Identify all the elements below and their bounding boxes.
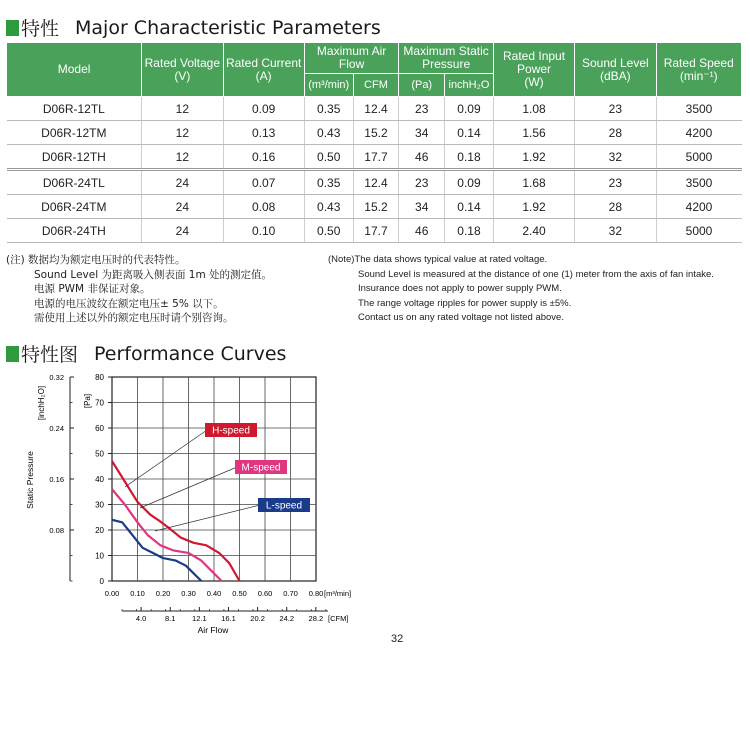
table-cell: 0.09	[445, 97, 494, 121]
x-tick-label: 0.00	[104, 589, 120, 598]
header-sound: Sound Level (dBA)	[575, 43, 656, 97]
y-tick-label: 70	[95, 398, 104, 408]
x-tick-label: 0.50	[232, 589, 247, 598]
table-cell: 0.14	[445, 195, 494, 219]
table-cell: 5000	[656, 145, 742, 170]
notes-en	[328, 253, 714, 326]
page-number: 32	[391, 633, 404, 645]
table-cell: 0.43	[304, 121, 353, 145]
cfm-tick-label: 16.1	[221, 614, 236, 623]
section-title-curves	[6, 340, 286, 367]
header-model: Model	[7, 43, 142, 97]
section-title-parameters	[6, 14, 381, 41]
y-tick-label: 30	[95, 500, 104, 510]
section-marker	[6, 20, 19, 36]
table-cell: 23	[399, 170, 445, 195]
table-cell: 24	[142, 219, 223, 243]
y-tick-label: 80	[95, 373, 104, 382]
table-cell: 23	[399, 97, 445, 121]
note-en-line: (Note)The data shows typical value at rated voltage.	[328, 254, 548, 265]
table-cell: 32	[575, 219, 656, 243]
header-pressure: Maximum Static Pressure	[399, 43, 494, 74]
note-cn-line: Sound Level 为距离吸入侧表面 1m 处的测定值。	[34, 268, 273, 281]
x-tick-label: 0.20	[155, 589, 171, 598]
x-axis-title: Air Flow	[197, 625, 229, 635]
note-cn-line: (注) 数据均为额定电压时的代表特性。	[6, 254, 186, 266]
table-cell: 1.08	[493, 97, 574, 121]
table-cell: 34	[399, 121, 445, 145]
note-en-line: Insurance does not apply to power supply PWM.	[358, 283, 562, 294]
table-cell: 28	[575, 195, 656, 219]
notes-cn	[6, 253, 272, 326]
table-cell: 15.2	[353, 195, 399, 219]
x-tick-label: 0.80	[308, 589, 324, 598]
y2-tick-label: 0.24	[49, 424, 64, 433]
header-airflow: Maximum Air Flow	[304, 43, 399, 74]
section-title-cn: 特性	[21, 18, 60, 40]
section-title-cn: 特性图	[21, 344, 79, 366]
y2-tick-label: 0.32	[49, 373, 64, 382]
table-cell: 12.4	[353, 170, 399, 195]
table-row	[7, 97, 742, 121]
note-en-line: The range voltage ripples for power supply is ±5%.	[358, 297, 572, 309]
table-cell: 0.18	[445, 219, 494, 243]
table-cell: 0.13	[223, 121, 304, 145]
cfm-tick-label: 28.2	[308, 614, 324, 623]
table-cell: 15.2	[353, 121, 399, 145]
cfm-tick-label: 4.0	[135, 614, 147, 623]
table-cell: 0.07	[223, 170, 304, 195]
table-row	[7, 219, 742, 243]
note-en-line: Contact us on any rated voltage not listed above.	[358, 312, 564, 323]
y-tick-label: 50	[95, 449, 104, 459]
header-current: Rated Current (A)	[223, 43, 304, 97]
table-cell: 23	[575, 170, 656, 195]
table-cell: 23	[575, 97, 656, 121]
table-row	[7, 195, 742, 219]
table-cell: 0.16	[223, 145, 304, 170]
table-cell: 0.09	[445, 170, 494, 195]
table-cell: 1.68	[493, 170, 574, 195]
table-cell: 1.92	[493, 195, 574, 219]
section-title-en: Performance Curves	[94, 342, 287, 365]
y-axis-title: Static Pressure	[25, 451, 35, 509]
table-cell: 28	[575, 121, 656, 145]
x-tick-label: 0.60	[257, 589, 273, 598]
table-cell: 0.09	[223, 97, 304, 121]
table-cell: 32	[575, 145, 656, 170]
table-cell: 12.4	[353, 97, 399, 121]
note-cn-line: 电源的电压波纹在额定电压± 5% 以下。	[34, 297, 224, 310]
y-tick-label: 0	[99, 577, 104, 586]
table-cell: 0.14	[445, 121, 494, 145]
table-cell: 12	[142, 145, 223, 170]
model-cell: D06R-12TM	[7, 121, 142, 145]
table-cell: 24	[142, 195, 223, 219]
performance-chart	[0, 365, 400, 635]
table-cell: 17.7	[353, 219, 399, 243]
table-cell: 46	[399, 145, 445, 170]
cfm-unit-label: [CFM]	[328, 614, 349, 623]
header-airflow-m3: (m³/min)	[304, 74, 353, 97]
y2-unit-label: [inchH₂O]	[37, 385, 46, 421]
table-cell: 0.43	[304, 195, 353, 219]
note-cn-line: 需使用上述以外的额定电压时请个别咨询。	[34, 312, 234, 324]
header-pressure-pa: (Pa)	[399, 74, 445, 97]
table-cell: 0.10	[223, 219, 304, 243]
table-cell: 12	[142, 121, 223, 145]
parameters-table	[6, 42, 742, 243]
note-en-line: Sound Level is measured at the distance of one (1) meter from the axis of fan intake.	[358, 268, 714, 280]
header-airflow-cfm: CFM	[353, 74, 399, 97]
model-cell: D06R-24TH	[7, 219, 142, 243]
y2-tick-label: 0.08	[49, 526, 64, 535]
table-cell: 46	[399, 219, 445, 243]
table-cell: 0.08	[223, 195, 304, 219]
model-cell: D06R-24TL	[7, 170, 142, 195]
section-title-en: Major Characteristic Parameters	[75, 16, 381, 39]
table-cell: 2.40	[493, 219, 574, 243]
y-tick-label: 10	[95, 551, 104, 561]
table-cell: 3500	[656, 170, 742, 195]
x-tick-label: 0.70	[283, 589, 298, 598]
table-cell: 0.50	[304, 219, 353, 243]
table-cell: 0.35	[304, 97, 353, 121]
cfm-tick-label: 12.1	[192, 614, 207, 623]
y-tick-label: 60	[95, 424, 104, 433]
table-cell: 0.50	[304, 145, 353, 170]
table-cell: 12	[142, 97, 223, 121]
table-row	[7, 170, 742, 195]
cfm-tick-label: 24.2	[279, 614, 295, 623]
series-label: M-speed	[241, 462, 281, 474]
series-label: L-speed	[265, 500, 303, 512]
table-cell: 34	[399, 195, 445, 219]
x-tick-label: 0.30	[181, 589, 196, 598]
table-row	[7, 145, 742, 170]
cfm-tick-label: 20.2	[250, 614, 265, 623]
y2-tick-label: 0.16	[49, 475, 64, 484]
table-cell: 17.7	[353, 145, 399, 170]
x-tick-label: 0.10	[130, 589, 145, 598]
table-cell: 1.92	[493, 145, 574, 170]
series-label: H-speed	[212, 425, 250, 437]
table-cell: 1.56	[493, 121, 574, 145]
header-pressure-inch: inchH₂O	[445, 74, 494, 97]
table-cell: 3500	[656, 97, 742, 121]
table-cell: 5000	[656, 219, 742, 243]
section-marker	[6, 346, 19, 362]
table-cell: 0.18	[445, 145, 494, 170]
table-cell: 4200	[656, 195, 742, 219]
note-cn-line: 电源 PWM 非保证对象。	[34, 283, 151, 295]
x-tick-label: 0.40	[206, 589, 222, 598]
cfm-tick-label: 8.1	[165, 614, 176, 623]
model-cell: D06R-24TM	[7, 195, 142, 219]
table-cell: 24	[142, 170, 223, 195]
header-speed: Rated Speed (min⁻¹)	[656, 43, 742, 97]
y-tick-label: 40	[95, 475, 104, 484]
model-cell: D06R-12TL	[7, 97, 142, 121]
header-voltage: Rated Voltage (V)	[142, 43, 223, 97]
model-cell: D06R-12TH	[7, 145, 142, 170]
table-cell: 0.35	[304, 170, 353, 195]
header-power: Rated Input Power (W)	[493, 43, 574, 97]
table-row	[7, 121, 742, 145]
x-unit-label: [m³/min]	[324, 589, 352, 598]
table-cell: 4200	[656, 121, 742, 145]
y-tick-label: 20	[95, 526, 104, 535]
y-unit-label: [Pa]	[83, 393, 92, 409]
